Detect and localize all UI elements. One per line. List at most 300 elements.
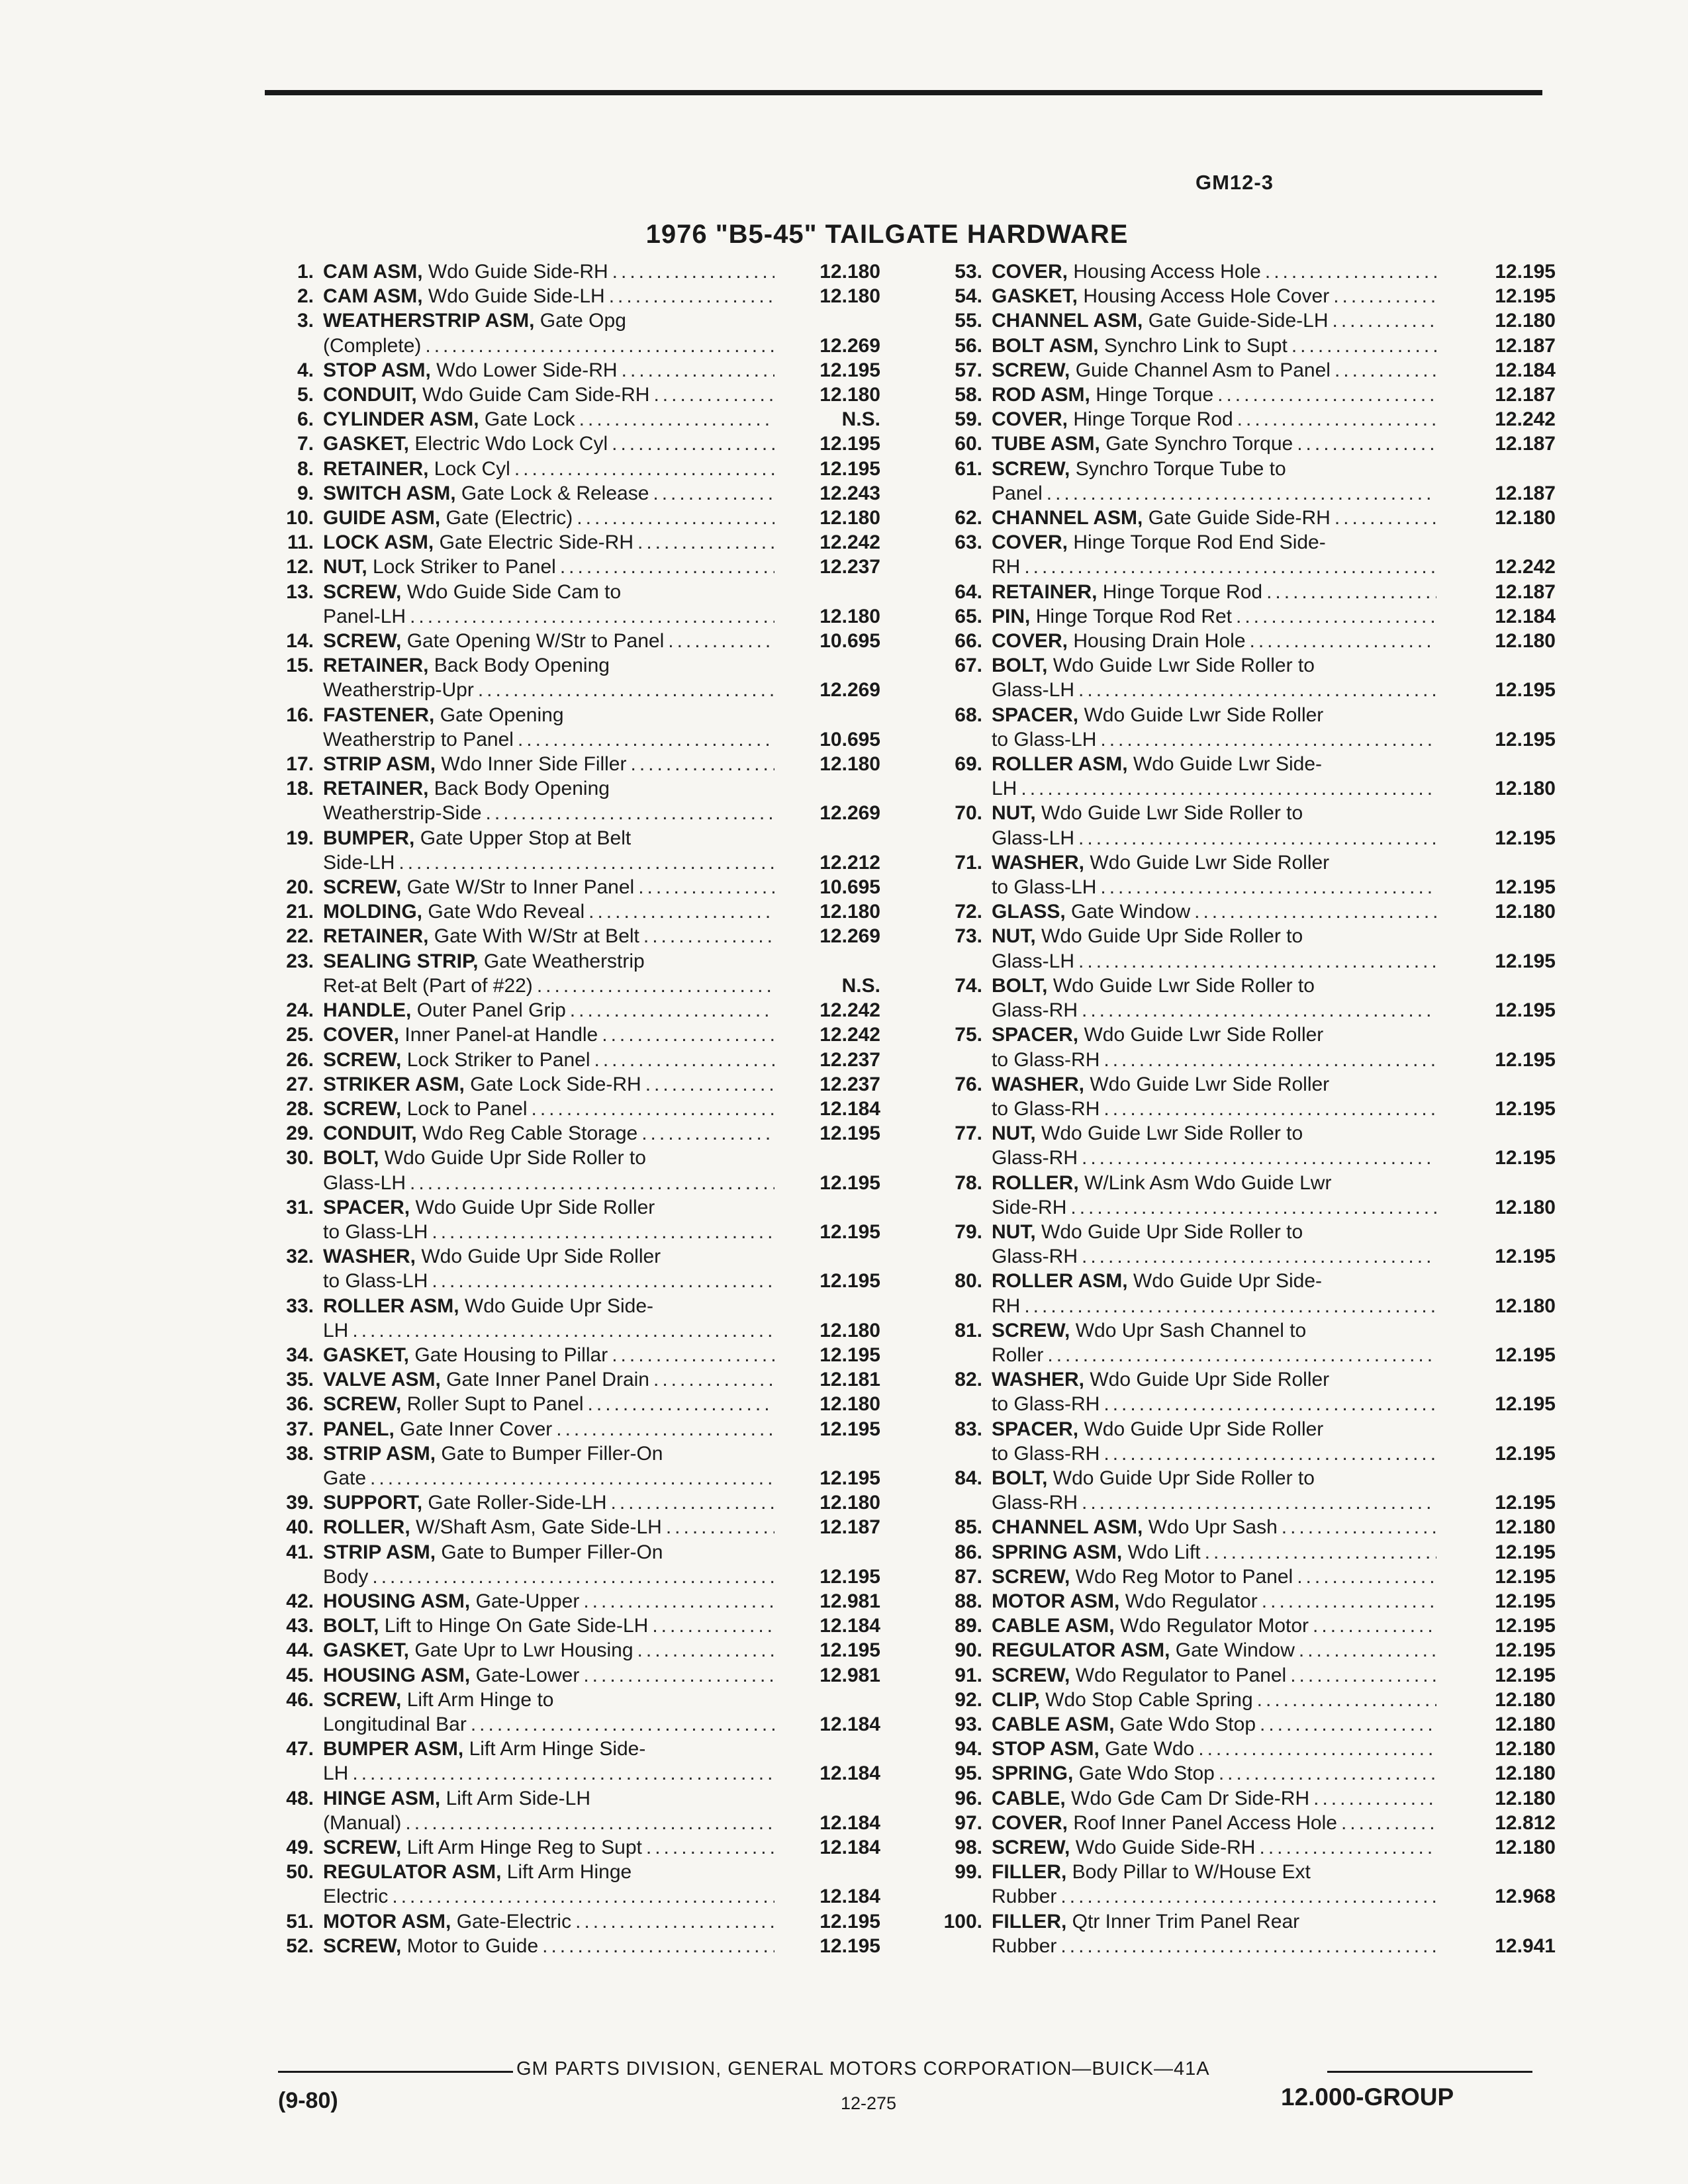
part-name: HANDLE, — [323, 999, 412, 1022]
dot-leader — [1078, 998, 1436, 1023]
part-number: 39. — [286, 1492, 314, 1514]
part-detail: Wdo Guide Upr Side Roller — [421, 1246, 661, 1268]
part-number: 52. — [286, 1934, 314, 1957]
part-name: WASHER, — [992, 1073, 1085, 1095]
dot-leader — [1078, 1146, 1436, 1170]
part-name: WEATHERSTRIP ASM, — [323, 310, 535, 332]
group-number: 12.195 — [1495, 950, 1556, 972]
description-text — [992, 1811, 1337, 1835]
group-number: 12.242 — [1495, 556, 1556, 578]
part-name: SCREW, — [992, 1837, 1070, 1858]
part-number: 47. — [286, 1738, 314, 1760]
group-number: 12.195 — [1495, 999, 1556, 1022]
part-detail: (Manual) — [323, 1811, 402, 1834]
part-number: 53. — [955, 261, 982, 283]
dot-leader — [575, 407, 774, 432]
part-description — [323, 506, 774, 530]
part-name: STRIP ASM, — [323, 1541, 436, 1563]
part-name: STRIP ASM, — [323, 1442, 436, 1465]
dot-leader — [1255, 1835, 1436, 1860]
part-entry — [933, 1466, 1556, 1515]
part-number: 63. — [955, 531, 982, 554]
dot-leader — [1043, 481, 1436, 506]
description-line — [323, 1367, 774, 1392]
part-description — [323, 1367, 774, 1392]
description-line — [323, 555, 774, 579]
description-text — [323, 998, 566, 1023]
part-entry — [265, 580, 880, 629]
part-entry — [933, 1072, 1556, 1121]
dot-leader — [662, 1515, 774, 1539]
description-line — [323, 308, 774, 333]
group-number: 12.242 — [820, 1024, 880, 1046]
description-line — [992, 653, 1436, 678]
dot-leader — [641, 1072, 774, 1097]
part-detail: Gate Upr to Lwr Housing — [414, 1639, 633, 1662]
group-number: 12.968 — [1495, 1886, 1556, 1908]
part-name: CABLE ASM, — [992, 1615, 1115, 1637]
dot-leader — [401, 1811, 774, 1835]
group-number: 12.180 — [820, 605, 880, 627]
description-text — [323, 776, 610, 801]
part-entry — [265, 1515, 880, 1539]
part-name: HOUSING ASM, — [323, 1664, 471, 1686]
dot-leader — [1201, 1540, 1436, 1565]
part-description — [323, 1417, 774, 1441]
description-text — [323, 1146, 646, 1170]
part-name: STRIP ASM, — [323, 753, 436, 776]
description-line — [323, 259, 774, 284]
part-number: 21. — [286, 901, 314, 923]
description-text — [323, 1417, 552, 1441]
part-name: MOLDING, — [323, 901, 422, 923]
part-detail: Gate to Bumper Filler-On — [441, 1541, 663, 1563]
part-number: 99. — [955, 1861, 982, 1884]
part-description — [323, 1195, 774, 1244]
description-text — [323, 1663, 579, 1688]
dot-leader — [1233, 407, 1436, 432]
part-entry — [933, 1540, 1556, 1565]
description-line — [323, 776, 774, 801]
part-number: 20. — [286, 876, 314, 899]
group-number: 12.180 — [820, 507, 880, 529]
description-text — [992, 1737, 1194, 1761]
part-number: 56. — [955, 334, 982, 357]
part-number: 36. — [286, 1393, 314, 1416]
part-description — [992, 1171, 1436, 1220]
part-detail: Lock Striker to Panel — [373, 556, 556, 578]
description-line — [992, 1565, 1436, 1589]
description-text — [992, 457, 1286, 481]
description-text — [323, 259, 608, 284]
dot-leader — [1194, 1737, 1436, 1761]
description-text — [992, 604, 1232, 629]
part-description — [323, 1121, 774, 1146]
description-line — [992, 334, 1436, 358]
part-entry — [933, 1761, 1556, 1786]
part-detail: Wdo Guide Upr Side Roller to — [384, 1147, 646, 1169]
part-number: 67. — [955, 655, 982, 677]
part-name: CONDUIT, — [323, 384, 417, 406]
group-number: 12.195 — [1495, 1246, 1556, 1268]
part-number: 33. — [286, 1295, 314, 1317]
description-line — [323, 1712, 774, 1737]
part-description — [323, 924, 774, 948]
part-name: SUPPORT, — [323, 1492, 423, 1514]
group-number: 12.180 — [1495, 1738, 1556, 1760]
part-entry — [933, 752, 1556, 801]
description-text — [992, 974, 1315, 998]
part-description — [992, 801, 1436, 850]
part-entry — [265, 1663, 880, 1688]
part-number: 8. — [297, 457, 314, 480]
part-name: BOLT, — [323, 1147, 379, 1169]
group-number: 12.195 — [1495, 1664, 1556, 1686]
part-detail: Back Body Opening — [434, 778, 610, 800]
dot-leader — [649, 481, 774, 506]
description-text — [992, 1540, 1201, 1565]
part-entry — [933, 358, 1556, 383]
description-line — [992, 1490, 1436, 1515]
dot-leader — [608, 259, 774, 284]
part-number: 40. — [286, 1516, 314, 1539]
part-entry — [933, 1811, 1556, 1835]
part-name: SCREW, — [323, 1688, 402, 1711]
dot-leader — [1262, 580, 1436, 604]
part-number: 70. — [955, 802, 982, 825]
description-line — [323, 530, 774, 555]
group-number: 12.237 — [820, 1073, 880, 1095]
part-description — [992, 1269, 1436, 1318]
description-text — [992, 530, 1326, 555]
part-detail: Wdo Lower Side-RH — [436, 359, 618, 381]
dot-leader — [348, 1761, 774, 1786]
part-name: STOP ASM, — [323, 359, 431, 381]
part-number: 87. — [955, 1565, 982, 1588]
part-entry — [933, 653, 1556, 702]
part-detail: Hinge Torque Rod End Side- — [1073, 531, 1326, 554]
group-number: 12.180 — [1495, 901, 1556, 923]
part-detail: to Glass-RH — [992, 1393, 1100, 1416]
part-entry — [265, 358, 880, 383]
part-description — [992, 1663, 1436, 1688]
description-line — [992, 1835, 1436, 1860]
dot-leader — [395, 850, 774, 875]
part-detail: Gate Wdo Stop — [1119, 1713, 1256, 1735]
part-name: SCREW, — [992, 359, 1070, 381]
part-entry — [933, 1565, 1556, 1589]
part-number: 48. — [286, 1787, 314, 1809]
part-number: 6. — [297, 408, 314, 431]
part-name: PANEL, — [323, 1418, 395, 1440]
part-detail: Motor to Guide — [406, 1934, 539, 1957]
description-line — [992, 1294, 1436, 1318]
description-text — [323, 1490, 606, 1515]
part-detail: Body Pillar to W/House Ext — [1072, 1861, 1311, 1884]
part-detail: Gate Roller-Side-LH — [428, 1492, 607, 1514]
part-detail: Wdo Guide Upr Side- — [464, 1295, 654, 1317]
part-description — [992, 308, 1436, 333]
part-detail: Wdo Guide Lwr Side Roller to — [1041, 1122, 1303, 1145]
part-detail: Hinge Torque — [1096, 384, 1214, 406]
part-entry — [265, 1072, 880, 1097]
part-name: SCREW, — [992, 1319, 1070, 1342]
part-name: SPACER, — [992, 1418, 1079, 1440]
part-detail: Lock Cyl — [434, 457, 510, 480]
description-text — [323, 1688, 553, 1712]
description-text — [992, 1712, 1256, 1737]
description-line — [323, 383, 774, 407]
group-number: 12.269 — [820, 679, 880, 702]
part-entry — [265, 1737, 880, 1786]
part-detail: Weatherstrip-Upr — [323, 679, 474, 702]
part-name: RETAINER, — [323, 778, 429, 800]
part-description — [323, 1663, 774, 1688]
description-line — [992, 284, 1436, 308]
dot-leader — [1020, 555, 1436, 579]
description-text — [323, 1589, 579, 1614]
part-number: 23. — [286, 950, 314, 972]
part-number: 65. — [955, 605, 982, 627]
part-detail: Gate With W/Str at Belt — [434, 925, 639, 948]
description-line — [992, 481, 1436, 506]
description-line — [323, 1835, 774, 1860]
dot-leader — [1256, 1712, 1436, 1737]
dot-leader — [1100, 1392, 1436, 1416]
description-text — [323, 1195, 655, 1220]
part-description — [323, 1835, 774, 1860]
part-detail: Gate Opening W/Str to Panel — [406, 630, 665, 653]
part-number: 59. — [955, 408, 982, 431]
part-detail: Gate — [323, 1467, 367, 1489]
part-name: NUT, — [992, 1220, 1036, 1243]
description-line — [992, 850, 1436, 875]
part-number: 4. — [297, 359, 314, 381]
part-name: SCREW, — [323, 1837, 402, 1858]
part-detail: Side-LH — [323, 851, 395, 874]
part-entry — [933, 703, 1556, 752]
dot-leader — [556, 555, 774, 579]
description-line — [323, 875, 774, 899]
description-text — [323, 284, 605, 308]
part-description — [992, 1023, 1436, 1071]
part-entry — [265, 1244, 880, 1293]
part-entry — [265, 1146, 880, 1195]
part-detail: Gate to Bumper Filler-On — [441, 1442, 663, 1465]
description-text — [323, 1244, 661, 1269]
part-entry — [265, 1490, 880, 1515]
dot-leader — [571, 1909, 774, 1934]
part-number: 80. — [955, 1270, 982, 1293]
description-line — [992, 949, 1436, 974]
description-line — [323, 678, 774, 702]
group-number: 12.180 — [1495, 1196, 1556, 1218]
description-line — [992, 1367, 1436, 1392]
part-number: 26. — [286, 1048, 314, 1071]
part-detail: Gate Guide Side-RH — [1148, 507, 1331, 529]
part-detail: Wdo Guide Upr Side Roller — [1084, 1418, 1324, 1440]
description-line — [323, 998, 774, 1023]
description-line — [992, 1884, 1436, 1909]
description-text — [323, 1860, 632, 1884]
part-description — [992, 1515, 1436, 1539]
part-detail: Lift Arm Side-LH — [445, 1787, 590, 1809]
part-description — [323, 1146, 774, 1195]
dot-leader — [482, 801, 774, 825]
group-number: 12.180 — [1495, 778, 1556, 800]
part-detail: Wdo Guide Side-LH — [428, 285, 605, 308]
part-name: SCREW, — [323, 1393, 402, 1416]
part-number: 28. — [286, 1097, 314, 1120]
dot-leader — [538, 1934, 774, 1958]
part-detail: Gate Housing to Pillar — [414, 1343, 608, 1366]
dot-leader — [428, 1220, 774, 1244]
group-number: 12.180 — [820, 753, 880, 776]
part-entry — [933, 1614, 1556, 1638]
group-number: 12.180 — [1495, 1762, 1556, 1785]
description-text — [323, 358, 618, 383]
part-detail: Rubber — [992, 1886, 1057, 1908]
group-number: 12.195 — [820, 1910, 880, 1933]
dot-leader — [1056, 1934, 1436, 1958]
part-entry — [933, 1589, 1556, 1614]
group-number: 12.195 — [1495, 285, 1556, 308]
part-entry — [933, 1663, 1556, 1688]
part-name: REGULATOR ASM, — [323, 1861, 502, 1884]
dot-leader — [533, 974, 774, 998]
part-entry — [265, 1786, 880, 1835]
part-name: RETAINER, — [323, 655, 429, 677]
group-number: N.S. — [841, 974, 880, 997]
part-name: RETAINER, — [323, 457, 429, 480]
group-number: 12.187 — [1495, 482, 1556, 504]
description-text — [323, 432, 608, 456]
part-entry — [265, 1441, 880, 1490]
description-line — [323, 506, 774, 530]
group-number: 12.195 — [1495, 1147, 1556, 1169]
part-entry — [265, 1097, 880, 1121]
part-entry — [933, 530, 1556, 579]
group-number: 12.195 — [1495, 1639, 1556, 1662]
part-detail: to Glass-RH — [992, 1048, 1100, 1071]
group-number: 12.181 — [820, 1369, 880, 1391]
dot-leader — [1066, 1195, 1436, 1220]
part-number: 24. — [286, 999, 314, 1022]
dot-leader — [1261, 259, 1436, 284]
part-name: CLIP, — [992, 1688, 1040, 1711]
dot-leader — [1100, 1441, 1436, 1466]
part-name: ROD ASM, — [992, 384, 1090, 406]
group-number: 12.180 — [1495, 1787, 1556, 1809]
part-detail: Wdo Guide Lwr Side Roller to — [1053, 974, 1315, 997]
part-detail: Lift Arm Hinge to — [406, 1688, 554, 1711]
dot-leader — [510, 457, 774, 481]
description-text — [323, 580, 621, 604]
description-line — [323, 1417, 774, 1441]
part-number: 22. — [286, 925, 314, 948]
description-text — [992, 1614, 1309, 1638]
part-name: CAM ASM, — [323, 285, 423, 308]
part-description — [323, 1934, 774, 1958]
dot-leader — [1043, 1343, 1436, 1367]
dot-leader — [474, 678, 774, 702]
part-number: 81. — [955, 1319, 982, 1342]
part-description — [323, 653, 774, 702]
part-detail: Ret-at Belt (Part of #22) — [323, 974, 533, 997]
part-detail: Roof Inner Panel Access Hole — [1073, 1811, 1337, 1834]
description-text — [323, 752, 626, 776]
part-number: 1. — [297, 261, 314, 283]
part-detail: Glass-LH — [992, 827, 1075, 849]
description-line — [992, 801, 1436, 825]
description-line — [992, 1171, 1436, 1195]
part-name: CHANNEL ASM, — [992, 1516, 1143, 1539]
part-number: 95. — [955, 1762, 982, 1785]
description-text — [992, 358, 1331, 383]
dot-leader — [1331, 358, 1436, 383]
part-name: SPACER, — [992, 704, 1079, 726]
description-line — [992, 407, 1436, 432]
part-description — [323, 1294, 774, 1343]
part-name: WASHER, — [992, 851, 1085, 874]
part-detail: W/Link Asm Wdo Guide Lwr — [1084, 1171, 1332, 1194]
description-text — [992, 1417, 1323, 1441]
part-description — [323, 703, 774, 752]
description-line — [323, 1121, 774, 1146]
group-number: N.S. — [841, 408, 880, 431]
description-line — [323, 1860, 774, 1884]
part-name: CABLE, — [992, 1787, 1066, 1809]
part-detail: Back Body Opening — [434, 655, 610, 677]
description-line — [992, 678, 1436, 702]
description-line — [323, 407, 774, 432]
part-detail: to Glass-LH — [992, 876, 1097, 899]
part-detail: Synchro Link to Supt — [1104, 334, 1288, 357]
part-name: GLASS, — [992, 901, 1066, 923]
group-number: 12.195 — [1495, 1590, 1556, 1612]
part-detail: Glass-RH — [992, 1492, 1078, 1514]
dot-leader — [649, 383, 774, 407]
part-entry — [933, 1515, 1556, 1539]
part-name: ROLLER, — [992, 1171, 1079, 1194]
group-number: 12.195 — [820, 359, 880, 381]
dot-leader — [1096, 875, 1436, 899]
description-text — [992, 703, 1323, 727]
description-line — [323, 1441, 774, 1466]
part-detail: Gate Opg — [539, 310, 626, 332]
description-line — [992, 1441, 1436, 1466]
part-detail: W/Shaft Asm, Gate Side-LH — [416, 1516, 662, 1539]
description-text — [992, 1367, 1329, 1392]
description-text — [992, 653, 1315, 678]
part-entry — [933, 1860, 1556, 1909]
footer-group: 12.000-GROUP — [1281, 2083, 1454, 2111]
description-text — [992, 1515, 1278, 1539]
part-detail: Wdo Guide Upr Side Roller to — [1041, 1220, 1303, 1243]
part-description — [323, 1860, 774, 1909]
part-description — [992, 1565, 1436, 1589]
part-description — [323, 998, 774, 1023]
description-line — [992, 259, 1436, 284]
footer-rule-left — [278, 2071, 513, 2073]
description-line — [992, 1761, 1436, 1786]
part-description — [323, 752, 774, 776]
part-entry — [933, 506, 1556, 530]
dot-leader — [642, 1835, 774, 1860]
part-detail: Body — [323, 1565, 369, 1588]
part-detail: Wdo Guide Lwr Side Roller — [1084, 1024, 1324, 1046]
description-line — [992, 506, 1436, 530]
